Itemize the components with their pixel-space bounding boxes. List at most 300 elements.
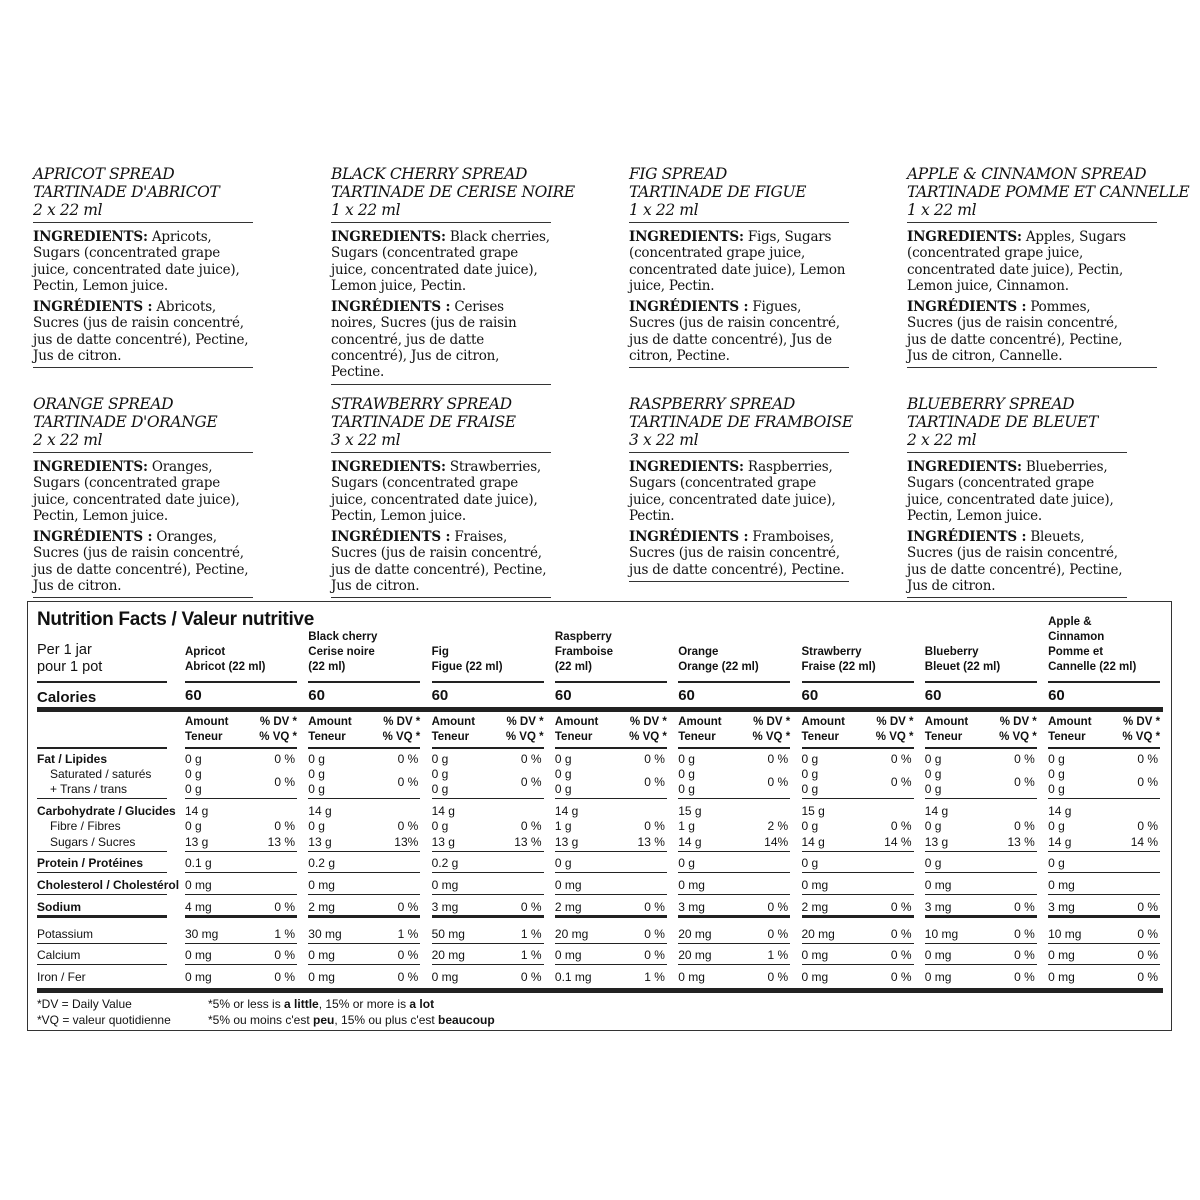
potassium-value: 20 mg	[801, 927, 835, 941]
row-rule	[185, 964, 297, 965]
dv-header	[999, 715, 1037, 745]
potassium-dv: 1 %	[274, 927, 295, 941]
sodium-value: 3 mg	[431, 900, 459, 914]
cholesterol-label: Cholesterol / Cholestérol	[37, 878, 180, 892]
fibre-dv: 0 %	[1014, 819, 1035, 833]
calcium-dv: 0 %	[890, 948, 912, 962]
dv-header-line: % DV *	[383, 716, 421, 728]
row-rule	[925, 851, 1037, 852]
serving-size-en: Per 1 jar	[37, 642, 92, 658]
row-rule	[308, 894, 420, 895]
potassium-dv: 1 %	[520, 927, 542, 941]
calories-value: 60	[431, 687, 449, 704]
carbohydrate-label: Carbohydrate / Glucides	[37, 804, 176, 818]
protein-value: 0.2 g	[308, 856, 335, 870]
amount-header	[185, 715, 228, 745]
dv-header	[1122, 715, 1160, 745]
spread-apricot	[33, 165, 253, 368]
row-rule	[185, 943, 297, 944]
calcium-dv: 0 %	[1137, 948, 1159, 962]
chol-value: 0 mg	[185, 878, 212, 892]
row-rule	[308, 798, 420, 799]
sat-value: 0 g	[185, 767, 202, 781]
trans-value: 0 g	[924, 782, 942, 796]
calories-value: 60	[185, 687, 202, 704]
calories-label: Calories	[37, 689, 97, 706]
sodium-value: 2 mg	[308, 900, 335, 914]
amount-header-line: Amount	[801, 716, 845, 728]
row-rule	[555, 894, 667, 895]
carb-value: 14 g	[1048, 804, 1072, 818]
fat-dv: 0 %	[767, 752, 789, 766]
amount-header-line: Teneur	[801, 731, 839, 743]
row-rule	[432, 798, 544, 799]
ingredients-en: INGREDIENTS: Apples, Sugars (concentrated grape juice, concentrated date juice), Pectin, Lemon juice, Cinnamon.	[907, 229, 1126, 294]
column-header-rule	[37, 681, 167, 683]
column-name-line: Pomme et	[1048, 646, 1104, 658]
potassium-dv: 1 %	[397, 927, 419, 941]
iron-value: 0 mg	[431, 970, 459, 984]
row-rule	[802, 851, 914, 852]
spread-quantity: 1 x 22 ml	[907, 201, 977, 219]
dv-header-line: % DV *	[259, 716, 297, 728]
sodium-dv: 0 %	[397, 900, 419, 914]
calcium-dv: 0 %	[397, 948, 419, 962]
fat-value: 0 g	[801, 752, 819, 766]
sat-dv: 0 %	[767, 775, 789, 789]
spread-quantity: 2 x 22 ml	[907, 431, 977, 449]
spread-name-fr: TARTINADE DE FIGUE	[629, 183, 807, 201]
dv-header	[876, 715, 914, 745]
spread-name-fr: TARTINADE DE FRAMBOISE	[629, 413, 853, 431]
sugars-dv: 13 %	[267, 835, 295, 849]
column-header-rule	[802, 681, 914, 683]
nutrition-column	[678, 602, 790, 1022]
spread-header	[629, 395, 853, 453]
sat-value: 0 g	[801, 767, 819, 781]
row-rule	[555, 943, 667, 944]
row-rule	[678, 964, 790, 965]
fat-value: 0 g	[1048, 752, 1065, 766]
row-rule	[1048, 798, 1160, 799]
column-header-rule	[1048, 681, 1160, 683]
spread-quantity: 2 x 22 ml	[33, 431, 103, 449]
sugars-value: 13 g	[554, 835, 579, 849]
spread-quantity: 3 x 22 ml	[629, 431, 699, 449]
column-name-line: Abricot (22 ml)	[185, 661, 266, 673]
row-rule	[185, 872, 297, 873]
ingredients-en: INGREDIENTS: Apricots, Sugars (concentrated grape juice, concentrated date juice), Pectin, Lemon juice.	[33, 229, 240, 294]
column-name-line: Fraise (22 ml)	[801, 661, 876, 673]
row-rule	[802, 964, 914, 965]
fibre-value: 0 g	[924, 819, 942, 833]
ingredients-en: INGREDIENTS: Raspberries, Sugars (concentrated grape juice, concentrated date juice), Pectin.	[629, 459, 836, 524]
ingredients-en: INGREDIENTS: Figs, Sugars (concentrated grape juice, concentrated date juice), Lemon juice, Pectin.	[629, 229, 846, 294]
dv-header-rule	[308, 747, 420, 749]
dv-header-rule	[432, 747, 544, 749]
spread-header	[907, 165, 1190, 223]
column-name	[432, 645, 503, 675]
sugars-label: Sugars / Sucres	[50, 835, 136, 849]
fibre-value: 0 g	[185, 819, 202, 833]
iron-value: 0 mg	[185, 970, 212, 984]
row-rule	[925, 943, 1037, 944]
spread-apple-cinnamon	[907, 165, 1190, 368]
sat-value: 0 g	[1048, 767, 1065, 781]
row-rule	[925, 872, 1037, 873]
protein-value: 0 g	[1048, 856, 1065, 870]
sodium-value: 4 mg	[185, 900, 212, 914]
chol-value: 0 mg	[308, 878, 335, 892]
fat-dv: 0 %	[397, 752, 419, 766]
potassium-value: 30 mg	[308, 927, 342, 941]
carb-value: 14 g	[308, 804, 332, 818]
fibre-value: 0 g	[308, 819, 325, 833]
sodium-dv: 0 %	[767, 900, 789, 914]
fat-label: Fat / Lipides	[37, 752, 108, 766]
iron-dv: 0 %	[274, 970, 295, 984]
sodium-dv: 0 %	[274, 900, 295, 914]
spread-name-fr: TARTINADE D'ORANGE	[33, 413, 218, 431]
chol-value: 0 mg	[801, 878, 829, 892]
iron-dv: 0 %	[890, 970, 912, 984]
fat-value: 0 g	[431, 752, 449, 766]
potassium-value: 20 mg	[678, 927, 712, 941]
iron-value: 0 mg	[924, 970, 952, 984]
iron-label: Iron / Fer	[37, 970, 86, 984]
nutrition-column	[308, 602, 420, 1022]
ingredients-en: INGREDIENTS: Oranges, Sugars (concentrated grape juice, concentrated date juice), Pectin, Lemon juice.	[33, 459, 240, 524]
row-rule	[925, 894, 1037, 895]
spread-header	[33, 165, 253, 223]
dv-header-line: % DV *	[876, 716, 914, 728]
ingredients-fr: INGRÉDIENTS : Pommes, Sucres (jus de raisin concentré, jus de datte concentré), Pectine, Jus de citron, Cannelle.	[907, 299, 1157, 368]
row-rule	[802, 894, 914, 895]
sat-value: 0 g	[308, 767, 325, 781]
fibre-dv: 2 %	[767, 819, 789, 833]
spread-quantity: 2 x 22 ml	[33, 201, 103, 219]
sat-value: 0 g	[924, 767, 942, 781]
row-rule	[555, 915, 667, 918]
sugars-value: 14 g	[1048, 835, 1072, 849]
amount-header	[308, 715, 351, 745]
fibre-value: 1 g	[678, 819, 695, 833]
fibre-value: 0 g	[1048, 819, 1065, 833]
dv-header-rule	[555, 747, 667, 749]
row-rule	[37, 964, 167, 965]
dv-header-line: % VQ *	[999, 731, 1037, 743]
calcium-value: 20 mg	[431, 948, 465, 962]
amount-header-line: Amount	[678, 716, 722, 728]
column-name-line: Cannelle (22 ml)	[1048, 661, 1137, 673]
amount-header-line: Amount	[554, 716, 599, 728]
spread-name-en: BLACK CHERRY SPREAD	[331, 165, 528, 183]
potassium-dv: 0 %	[1137, 927, 1159, 941]
fat-dv: 0 %	[520, 752, 542, 766]
iron-dv: 0 %	[1137, 970, 1159, 984]
spread-fig	[629, 165, 849, 368]
row-rule	[432, 851, 544, 852]
fibre-value: 1 g	[554, 819, 572, 833]
column-name-line: Fig	[431, 646, 449, 658]
row-rule	[432, 943, 544, 944]
spread-header	[629, 165, 849, 223]
row-rule	[37, 798, 167, 799]
protein-value: 0.1 g	[185, 856, 212, 870]
potassium-dv: 0 %	[767, 927, 789, 941]
row-rule	[1048, 894, 1160, 895]
calcium-value: 0 mg	[1048, 948, 1075, 962]
dv-guide	[208, 996, 495, 1028]
protein-value: 0 g	[801, 856, 819, 870]
sodium-dv: 0 %	[890, 900, 912, 914]
calories-value: 60	[308, 687, 325, 704]
calcium-dv: 1 %	[520, 948, 542, 962]
spread-header	[33, 395, 253, 453]
potassium-value: 10 mg	[924, 927, 959, 941]
sat-dv: 0 %	[274, 775, 295, 789]
spread-quantity: 3 x 22 ml	[331, 431, 401, 449]
row-rule	[432, 894, 544, 895]
column-header-rule	[925, 681, 1037, 683]
trans-value: 0 g	[1048, 782, 1065, 796]
nutrition-column	[555, 602, 667, 1022]
spread-name-fr: TARTINADE DE FRAISE	[331, 413, 516, 431]
iron-dv: 0 %	[767, 970, 789, 984]
row-rule	[37, 851, 167, 852]
column-name	[802, 645, 876, 675]
sodium-value: 3 mg	[924, 900, 952, 914]
sodium-dv: 0 %	[1137, 900, 1159, 914]
chol-value: 0 mg	[1048, 878, 1075, 892]
sugars-value: 14 g	[678, 835, 702, 849]
dv-header-line: % VQ *	[382, 731, 421, 743]
dv-header-rule	[678, 747, 790, 749]
row-rule	[555, 872, 667, 873]
fat-value: 0 g	[185, 752, 202, 766]
spread-quantity: 1 x 22 ml	[331, 201, 401, 219]
iron-dv: 1 %	[644, 970, 665, 984]
column-name-line: Orange	[678, 646, 719, 658]
row-rule	[432, 872, 544, 873]
row-rule	[555, 851, 667, 852]
column-name	[678, 645, 759, 675]
potassium-value: 30 mg	[185, 927, 219, 941]
nutrition-column	[1048, 602, 1160, 1022]
calories-value: 60	[678, 687, 695, 704]
spread-orange	[33, 395, 253, 598]
calories-value: 60	[1048, 687, 1065, 704]
dv-header	[752, 715, 790, 745]
column-name-line: Orange (22 ml)	[678, 661, 759, 673]
dv-definition: *DV = Daily Value	[37, 997, 132, 1011]
row-rule	[1048, 915, 1160, 918]
trans-value: 0 g	[431, 782, 449, 796]
row-rule	[1048, 872, 1160, 873]
amount-header-line: Amount	[924, 716, 969, 728]
sugars-value: 13 g	[924, 835, 949, 849]
row-rule	[802, 798, 914, 799]
sodium-dv: 0 %	[520, 900, 542, 914]
column-name-line: Strawberry	[801, 646, 862, 658]
spread-name-en: STRAWBERRY SPREAD	[331, 395, 512, 413]
spread-name-fr: TARTINADE POMME ET CANNELLE	[907, 183, 1190, 201]
row-rule	[1048, 964, 1160, 965]
amount-header-line: Teneur	[308, 731, 346, 743]
column-name	[185, 645, 266, 675]
iron-value: 0.1 mg	[554, 970, 592, 984]
dv-header	[259, 715, 297, 745]
row-rule	[308, 943, 420, 944]
vq-definition: *VQ = valeur quotidienne	[37, 1013, 171, 1027]
sugars-value: 13 g	[185, 835, 209, 849]
amount-header-line: Teneur	[924, 731, 963, 743]
sat-dv: 0 %	[397, 775, 419, 789]
sugars-dv: 13 %	[514, 835, 542, 849]
spread-name-en: APRICOT SPREAD	[33, 165, 175, 183]
iron-dv: 0 %	[397, 970, 419, 984]
fibre-label: Fibre / Fibres	[50, 819, 121, 833]
dv-header-line: % VQ *	[629, 731, 667, 743]
sodium-dv: 0 %	[1014, 900, 1035, 914]
iron-value: 0 mg	[801, 970, 829, 984]
column-name-line: (22 ml)	[308, 661, 346, 673]
dv-header-line: % DV *	[506, 716, 544, 728]
nutrition-column	[432, 602, 544, 1022]
calcium-dv: 0 %	[1014, 948, 1035, 962]
row-rule	[308, 964, 420, 965]
carb-value: 15 g	[801, 804, 825, 818]
dv-header-line: % DV *	[1123, 716, 1161, 728]
spread-name-en: RASPBERRY SPREAD	[629, 395, 795, 413]
sat-value: 0 g	[431, 767, 449, 781]
row-rule	[185, 915, 297, 918]
row-rule	[925, 915, 1037, 918]
spread-name-fr: TARTINADE DE CERISE NOIRE	[331, 183, 575, 201]
nutrition-facts-table	[27, 601, 1172, 1031]
calcium-value: 0 mg	[308, 948, 335, 962]
potassium-value: 20 mg	[554, 927, 589, 941]
column-name	[308, 630, 377, 675]
amount-header-line: Teneur	[554, 731, 593, 743]
protein-value: 0 g	[554, 856, 572, 870]
nutrition-column	[925, 602, 1037, 1022]
fat-dv: 0 %	[1014, 752, 1035, 766]
trans-value: 0 g	[801, 782, 819, 796]
chol-value: 0 mg	[924, 878, 952, 892]
ingredients-fr: INGRÉDIENTS : Abricots, Sucres (jus de raisin concentré, jus de datte concentré), Pectine, Jus de citron.	[33, 299, 253, 368]
column-name	[555, 630, 613, 675]
fat-dv: 0 %	[644, 752, 665, 766]
chol-value: 0 mg	[431, 878, 459, 892]
row-rule	[1048, 851, 1160, 852]
row-rule	[308, 915, 420, 918]
row-rule	[185, 894, 297, 895]
serving-size-fr: pour 1 pot	[37, 659, 103, 675]
spread-name-en: ORANGE SPREAD	[33, 395, 174, 413]
fat-value: 0 g	[678, 752, 695, 766]
calories-thick-rule	[37, 707, 1163, 712]
row-rule	[555, 964, 667, 965]
row-rule	[678, 851, 790, 852]
fat-dv: 0 %	[1137, 752, 1159, 766]
row-rule	[678, 798, 790, 799]
trans-value: 0 g	[308, 782, 325, 796]
nutrition-column	[185, 602, 297, 1022]
row-rule	[678, 894, 790, 895]
sugars-value: 13 g	[308, 835, 332, 849]
fat-value: 0 g	[554, 752, 572, 766]
fat-dv: 0 %	[890, 752, 912, 766]
calcium-dv: 0 %	[274, 948, 295, 962]
amount-header	[555, 715, 598, 745]
fibre-dv: 0 %	[1137, 819, 1159, 833]
spread-name-en: FIG SPREAD	[629, 165, 727, 183]
fibre-dv: 0 %	[644, 819, 665, 833]
dv-header-line: % VQ *	[1122, 731, 1161, 743]
amount-header-line: Amount	[185, 716, 229, 728]
saturated-label: Saturated / saturés	[50, 767, 152, 781]
row-rule	[802, 943, 914, 944]
column-name-line: Raspberry	[554, 631, 612, 643]
column-name-line: Cinnamon	[1048, 631, 1105, 643]
dv-header-line: % DV *	[629, 716, 667, 728]
row-rule	[678, 872, 790, 873]
chol-value: 0 mg	[678, 878, 705, 892]
iron-value: 0 mg	[308, 970, 335, 984]
amount-header-line: Teneur	[1048, 731, 1086, 743]
column-header-rule	[678, 681, 790, 683]
spread-strawberry	[331, 395, 551, 598]
nutrition-title: Nutrition Facts / Valeur nutritive	[37, 609, 314, 630]
dv-header-line: % VQ *	[752, 731, 791, 743]
dv-header-line: % VQ *	[875, 731, 914, 743]
dv-legend	[37, 996, 171, 1028]
spread-header	[331, 395, 551, 453]
ingredients-fr: INGRÉDIENTS : Cerises noires, Sucres (jus de raisin concentré, jus de datte concentré), Jus de citron, Pectine.	[331, 299, 551, 384]
spread-name-en: APPLE & CINNAMON SPREAD	[907, 165, 1147, 183]
fat-value: 0 g	[308, 752, 325, 766]
column-name	[1048, 615, 1136, 675]
column-name-line: Apple &	[1048, 616, 1092, 628]
spread-header	[331, 165, 575, 223]
dv-header-rule	[37, 747, 167, 749]
dv-header	[383, 715, 421, 745]
sat-dv: 0 %	[1137, 775, 1159, 789]
ingredients-fr: INGRÉDIENTS : Figues, Sucres (jus de raisin concentré, jus de datte concentré), Jus de citron, Pectine.	[629, 299, 849, 368]
column-name	[925, 645, 1000, 675]
spread-name-fr: TARTINADE DE BLEUET	[907, 413, 1098, 431]
calcium-dv: 0 %	[644, 948, 665, 962]
ingredients-en: INGREDIENTS: Blueberries, Sugars (concentrated grape juice, concentrated date juice), Pectin, Lemon juice.	[907, 459, 1114, 524]
row-rule	[37, 872, 167, 873]
calcium-value: 0 mg	[185, 948, 212, 962]
dv-header-line: % VQ *	[505, 731, 544, 743]
protein-value: 0 g	[678, 856, 695, 870]
fibre-dv: 0 %	[890, 819, 912, 833]
carb-value: 14 g	[185, 804, 209, 818]
dv-guide-en: *5% or less is a little, 15% or more is a lot	[208, 997, 435, 1011]
sugars-dv: 14 %	[884, 835, 912, 849]
protein-value: 0.2 g	[431, 856, 459, 870]
amount-header-line: Teneur	[185, 731, 223, 743]
dv-header-line: % DV *	[753, 716, 791, 728]
spread-blueberry	[907, 395, 1127, 598]
ingredients-fr: INGRÉDIENTS : Bleuets, Sucres (jus de raisin concentré, jus de datte concentré), Pectine, Jus de citron.	[907, 529, 1127, 598]
calories-value: 60	[801, 687, 819, 704]
nutrition-column	[802, 602, 914, 1022]
amount-header-line: Amount	[308, 716, 352, 728]
